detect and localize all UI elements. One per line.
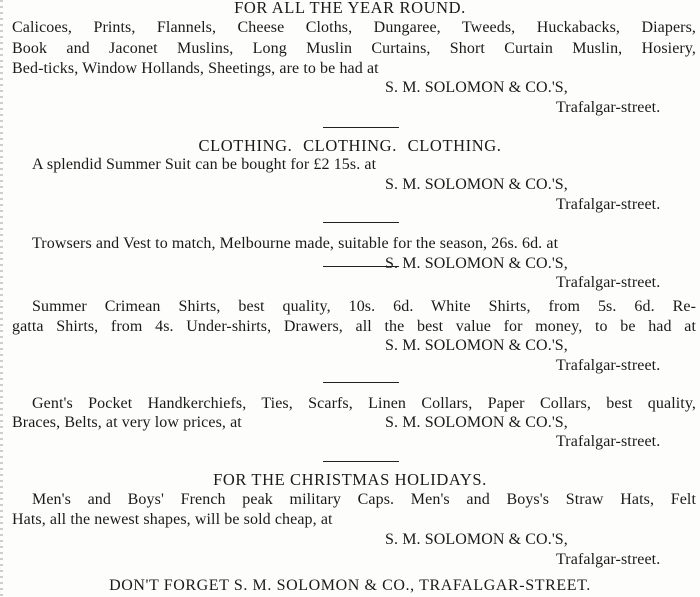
section6-line2: Hats, all the newest shapes, will be sold cheap, at <box>12 511 333 528</box>
column-edge <box>0 0 3 597</box>
section-rule <box>323 222 399 223</box>
section3-signature-name: S. M. SOLOMON & CO.'S, <box>385 255 568 272</box>
section1-line3: Bed-ticks, Window Hollands, Sheetings, are to be had at <box>12 60 379 77</box>
section4-signature-street: Trafalgar-street. <box>556 357 661 374</box>
section-rule <box>323 461 399 462</box>
section-rule <box>323 127 399 128</box>
section3-line1: Trowsers and Vest to match, Melbourne made, suitable for the season, 26s. 6d. at <box>32 235 559 252</box>
section2-line1: A splendid Summer Suit can be bought for £2 15s. at <box>32 156 377 173</box>
section2-signature-name: S. M. SOLOMON & CO.'S, <box>385 176 568 193</box>
section5-signature-street: Trafalgar-street. <box>556 433 661 450</box>
section5-line2: Braces, Belts, at very low prices, at <box>12 414 242 431</box>
section6-signature-street: Trafalgar-street. <box>556 551 661 568</box>
section1-heading: FOR ALL THE YEAR ROUND. <box>234 0 466 17</box>
section1-signature-street: Trafalgar-street. <box>556 99 661 116</box>
section4-line2: gatta Shirts, from 4s. Under-shirts, Drawers, all the best value for money, to be had at <box>12 318 696 335</box>
section1-signature-name: S. M. SOLOMON & CO.'S, <box>385 79 568 96</box>
section4-line1: Summer Crimean Shirts, best quality, 10s. 6d. White Shirts, from 5s. 6d. Re- <box>32 298 696 315</box>
section6-heading: FOR THE CHRISTMAS HOLIDAYS. <box>213 470 487 489</box>
section5-signature-name: S. M. SOLOMON & CO.'S, <box>385 414 568 431</box>
section2-signature-street: Trafalgar-street. <box>556 196 661 213</box>
section3-signature-street: Trafalgar-street. <box>556 274 661 291</box>
section2-heading: CLOTHING. CLOTHING. CLOTHING. <box>198 136 502 155</box>
footer-reminder: DON'T FORGET S. M. SOLOMON & CO., TRAFALGAR-STREET. <box>109 577 591 594</box>
section4-signature-name: S. M. SOLOMON & CO.'S, <box>385 337 568 354</box>
section-rule <box>323 266 399 267</box>
section5-line1: Gent's Pocket Handkerchiefs, Ties, Scarfs, Linen Collars, Paper Collars, best quality, <box>32 395 696 412</box>
section-rule <box>323 382 399 383</box>
section6-line1: Men's and Boys' French peak military Caps. Men's and Boys's Straw Hats, Felt <box>32 491 696 508</box>
section1-line2: Book and Jaconet Muslins, Long Muslin Curtains, Short Curtain Muslin, Hosiery, <box>12 40 696 57</box>
section1-line1: Calicoes, Prints, Flannels, Cheese Cloths, Dungaree, Tweeds, Huckabacks, Diapers, <box>12 19 696 36</box>
section6-signature-name: S. M. SOLOMON & CO.'S, <box>385 531 568 548</box>
